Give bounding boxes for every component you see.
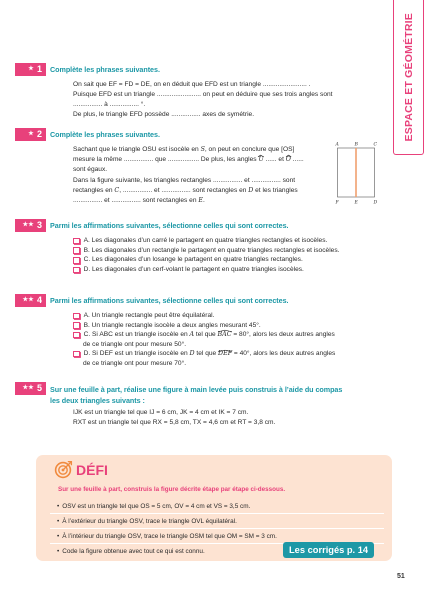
defi-title: DÉFI [76, 462, 108, 478]
star-icon: ★★ [22, 297, 34, 303]
exercise-number: 3 [36, 220, 42, 230]
point-label: D [373, 200, 378, 206]
star-icon: ★★ [22, 222, 34, 228]
text-segment: rectangles en [73, 186, 115, 194]
text-segment: = 40°, alors les deux autres angles [232, 350, 336, 358]
checkbox-icon [73, 313, 80, 320]
angle-hat-icon [286, 155, 291, 157]
defi-step: • À l’intérieur du triangle OSV, trace le triangle OSM tel que OM = SM = 3 cm. [50, 529, 384, 544]
checkbox-icon [73, 322, 80, 329]
text-segment: ................ et ................ sont rectangles en [73, 196, 199, 204]
target-icon [54, 459, 74, 479]
defi-intro: Sur une feuille à part, construis la figure décrite étape par étape ci-dessous. [58, 486, 286, 493]
checkbox-icon [73, 267, 80, 274]
point-label: A [189, 331, 195, 339]
checkbox-icon [73, 247, 80, 254]
point-label: F [335, 200, 339, 206]
point-label: D [189, 350, 195, 358]
exercise-badge [15, 128, 46, 141]
option-b [73, 321, 335, 331]
exercise-number: 4 [36, 295, 42, 305]
exercise-badge [15, 63, 46, 76]
title-line: les deux triangles suivants : [50, 396, 145, 405]
text-line: De plus, le triangle EFD possède ................ axes de symétrie. [73, 111, 255, 118]
option-text: C. Les diagonales d’un losange le partagent en quatre triangles rectangles. [83, 256, 303, 264]
text-line: ................ à ................ °. [73, 101, 146, 108]
text-segment: ...... et [263, 156, 286, 164]
option-continuation: de ce triangle ont pour mesure 50°. [83, 340, 187, 348]
defi-step: • OSV est un triangle tel que OS = 5 cm, OV = 4 cm et VS = 3,5 cm. [50, 499, 384, 514]
text-line [73, 145, 304, 155]
page-number: 51 [397, 573, 405, 580]
text-line: On sait que EF = FD = DE, on en déduit que EFD est un triangle ........................ . [73, 81, 311, 88]
angle-notation [286, 155, 291, 165]
angle-hat-icon [218, 350, 232, 352]
text-segment: mesure la même ................ que ................. De plus, les angles [73, 156, 259, 164]
exercise-number: 2 [36, 129, 42, 139]
point-label: B [354, 142, 358, 148]
option-a [73, 311, 335, 321]
angle-hat-icon [218, 330, 232, 332]
segment-label: [OS] [281, 146, 295, 153]
star-icon: ★★ [22, 385, 34, 391]
exercise-number: 1 [36, 64, 42, 74]
text-line: IJK est un triangle tel que IJ = 6 cm, JK = 4 cm et IK = 7 cm. [73, 409, 249, 416]
checkbox-icon [73, 238, 80, 245]
exercise-body [73, 408, 275, 428]
exercise-badge [15, 294, 46, 307]
text-segment: ...... [290, 156, 304, 164]
text-line: RXT est un triangle tel que RX = 5,8 cm, TX = 4,6 cm et RT = 3,8 cm. [73, 419, 276, 426]
point-label: E [354, 200, 358, 206]
exercise-number: 5 [36, 383, 42, 393]
option-text: D. Les diagonales d’un cerf-volant le partagent en quatre triangles isocèles. [83, 266, 304, 274]
point-label: S [200, 146, 205, 153]
text-segment: D. Si DEF est un triangle isocèle en [83, 350, 190, 358]
text-line: Puisque EFD est un triangle ........................ on peut en déduire que ses trois angles sont [73, 91, 333, 98]
text-line [73, 186, 304, 196]
angle-label: O [285, 156, 291, 164]
option-continuation: de ce triangle ont pour mesure 70°. [83, 359, 187, 367]
text-segment: Sachant que le triangle OSU est isocèle en [73, 146, 201, 153]
text-line: Dans la figure suivante, les triangles rectangles ................ et ................ sont [73, 176, 296, 184]
rectangle-figure [333, 140, 381, 206]
text-line: sont égaux. [73, 166, 108, 174]
exercise-title [50, 384, 343, 405]
text-segment: . [202, 196, 205, 204]
star-icon: ★ [28, 66, 34, 72]
option-c [73, 330, 335, 340]
exercise-options [73, 236, 339, 275]
exercise-badge [15, 382, 46, 395]
star-icon: ★ [28, 131, 34, 137]
option-text: A. Les diagonales d’un carré le partagent en quatre triangles rectangles et isocèles. [83, 237, 328, 244]
option-c [73, 255, 339, 265]
exercise-title: Complète les phrases suivantes. [50, 130, 160, 139]
option-text: B. Un triangle rectangle isocèle a deux angles mesurant 45°. [83, 321, 261, 329]
angle-hat-icon [258, 155, 263, 157]
option-text [84, 330, 335, 340]
option-b [73, 246, 339, 256]
text-segment: tel que [194, 331, 218, 339]
option-text: A. Un triangle rectangle peut être équilatéral. [83, 312, 215, 319]
option-text [84, 349, 336, 359]
text-segment: et les triangles [253, 186, 298, 194]
checkbox-icon [73, 351, 80, 358]
text-segment: , ................ et ................ sont rectangles en [119, 186, 249, 194]
text-segment: C. Si ABC est un triangle isocèle en [83, 331, 190, 339]
option-text: B. Les diagonales d’un rectangle le partagent en quatre triangles rectangles et isocèles. [83, 246, 340, 254]
angle-notation [218, 349, 232, 359]
exercise-options [73, 311, 335, 369]
exercise-body [73, 80, 333, 120]
option-d [73, 265, 339, 275]
exercise-title: Parmi les affirmations suivantes, sélectionne celles qui sont correctes. [50, 296, 289, 305]
angle-label: BAC [217, 331, 232, 339]
exercise-title: Complète les phrases suivantes. [50, 65, 160, 74]
text-line [73, 155, 304, 165]
angle-notation [218, 330, 232, 340]
exercise-badge [15, 219, 46, 232]
point-label: D [248, 186, 254, 194]
text-line [73, 196, 304, 206]
point-label: A [335, 142, 339, 148]
point-label: C [373, 142, 378, 148]
exercise-title: Parmi les affirmations suivantes, sélectionne celles qui sont correctes. [50, 221, 289, 230]
text-segment: = 80°, alors les deux autres angles [231, 331, 335, 339]
checkbox-icon [73, 332, 80, 339]
chapter-tab-label: ESPACE ET GÉOMÉTRIE [402, 12, 415, 142]
exercise-body [73, 145, 304, 206]
option-d [73, 349, 335, 359]
angle-label: U [258, 156, 264, 164]
option-a [73, 236, 339, 246]
defi-step: • Code la figure obtenue avec tout ce qui est connu. [50, 544, 384, 559]
defi-step: • À l’extérieur du triangle OSV, trace le triangle OVL équilatéral. [50, 514, 384, 529]
point-label: C [114, 186, 120, 194]
checkbox-icon [73, 257, 80, 264]
angle-notation [258, 155, 263, 165]
text-segment: , on peut en conclure que [204, 146, 282, 153]
point-label: E [198, 196, 203, 204]
text-segment: tel que [194, 350, 219, 358]
title-line: Sur une feuille à part, réalise une figure à main levée puis construis à l’aide du compas [50, 385, 343, 394]
corrections-link: Les corrigés p. 14 [283, 542, 374, 558]
angle-label: DEF [218, 350, 233, 358]
chapter-tab [393, 0, 424, 155]
